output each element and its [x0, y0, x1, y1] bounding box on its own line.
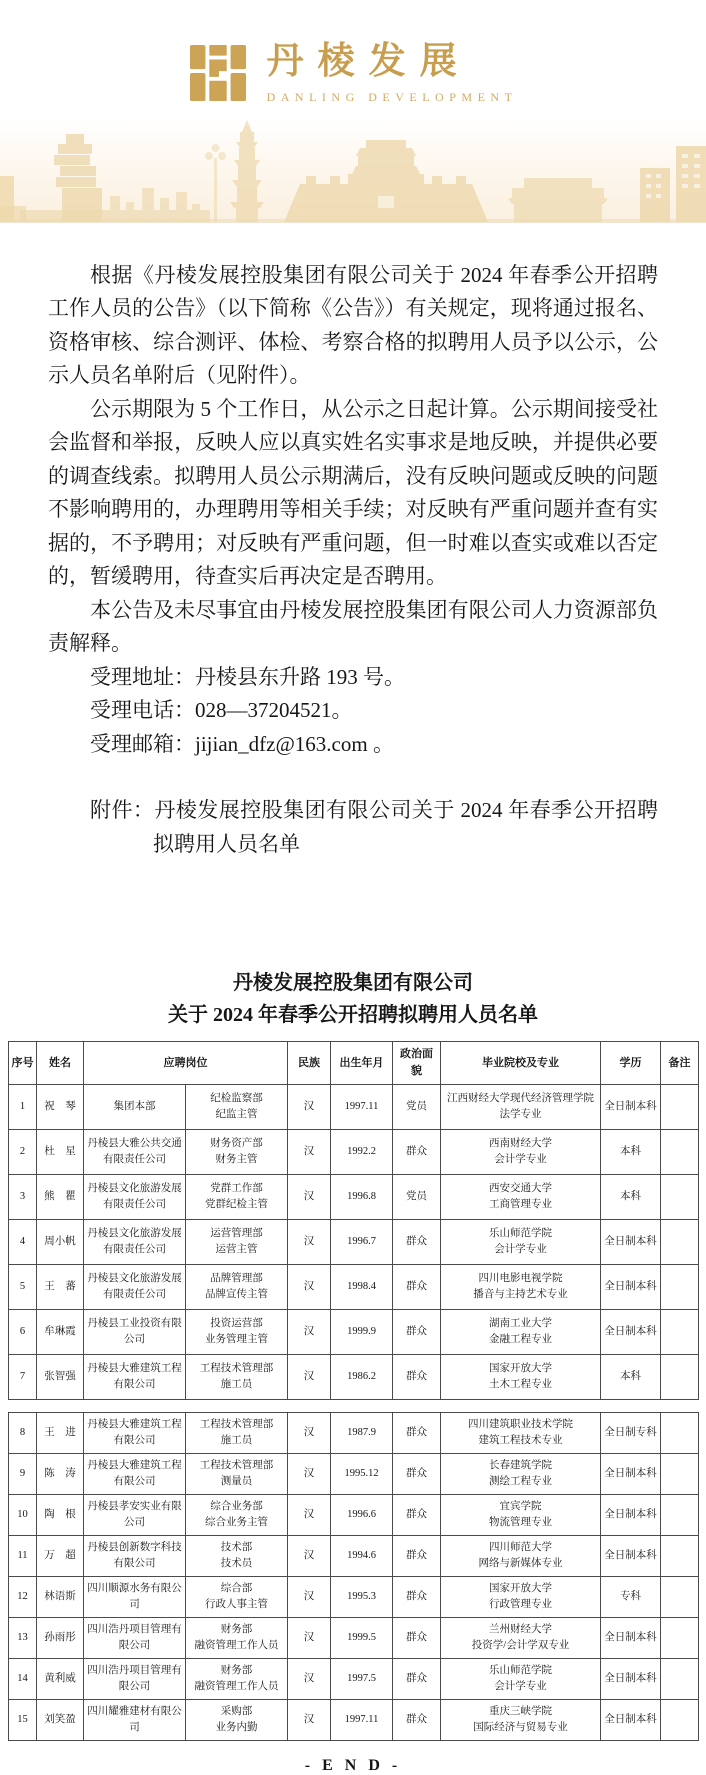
cell-dept: 工程技术管理部 — [199, 1460, 274, 1472]
roster-header-row — [9, 1042, 699, 1085]
cell-school: 湖南工业大学 — [489, 1318, 552, 1330]
cell-dept: 财务部 — [220, 1624, 253, 1636]
cell-company: 丹棱县大雅建筑工程有限公司 — [84, 1454, 186, 1495]
cell-no: 11 — [9, 1536, 37, 1577]
cell-school-major — [441, 1413, 601, 1454]
cell-degree: 本科 — [601, 1175, 661, 1220]
cell-ethnic: 汉 — [288, 1413, 331, 1454]
cell-note — [661, 1265, 699, 1310]
cell-politics: 群众 — [393, 1577, 441, 1618]
cell-major: 播音与主持艺术专业 — [473, 1289, 568, 1301]
cell-degree: 全日制本科 — [601, 1085, 661, 1130]
cell-company: 四川顺源水务有限公司 — [84, 1577, 186, 1618]
cell-name: 陈 涛 — [37, 1454, 84, 1495]
cell-politics: 群众 — [393, 1618, 441, 1659]
table-row — [9, 1265, 699, 1310]
table-row — [9, 1536, 699, 1577]
cell-school: 四川师范大学 — [489, 1542, 552, 1554]
cell-dept: 工程技术管理部 — [199, 1363, 274, 1375]
cell-no: 7 — [9, 1355, 37, 1400]
skyline-banner — [0, 117, 706, 223]
cell-note — [661, 1700, 699, 1741]
cell-dept: 采购部 — [220, 1706, 253, 1718]
cell-ethnic: 汉 — [288, 1659, 331, 1700]
cell-birth: 1995.3 — [331, 1577, 393, 1618]
cell-ethnic: 汉 — [288, 1085, 331, 1130]
cell-role: 纪监主管 — [215, 1109, 258, 1121]
cell-company: 集团本部 — [84, 1085, 186, 1130]
cell-school: 四川建筑职业技术学院 — [468, 1419, 573, 1431]
cell-major: 法学专业 — [499, 1109, 542, 1121]
header-position: 应聘岗位 — [84, 1042, 288, 1085]
cell-degree: 全日制本科 — [601, 1454, 661, 1495]
cell-school: 西安交通大学 — [489, 1183, 552, 1195]
cell-dept: 综合部 — [220, 1583, 253, 1595]
cell-dept: 运营管理部 — [210, 1228, 263, 1240]
city-skyline-icon — [0, 118, 706, 222]
cell-ethnic: 汉 — [288, 1618, 331, 1659]
cell-no: 2 — [9, 1130, 37, 1175]
brand-logo — [0, 42, 706, 105]
cell-degree: 全日制本科 — [601, 1618, 661, 1659]
cell-birth: 1997.11 — [331, 1085, 393, 1130]
cell-politics: 群众 — [393, 1310, 441, 1355]
cell-major: 行政管理专业 — [489, 1599, 552, 1611]
cell-no: 9 — [9, 1454, 37, 1495]
cell-dept: 综合业务部 — [210, 1501, 263, 1513]
cell-role: 融资管理工作人员 — [194, 1681, 279, 1693]
header-birth: 出生年月 — [331, 1042, 393, 1085]
cell-birth: 1996.7 — [331, 1220, 393, 1265]
cell-politics: 群众 — [393, 1355, 441, 1400]
cell-birth: 1996.8 — [331, 1175, 393, 1220]
cell-school: 乐山师范学院 — [489, 1665, 552, 1677]
roster-table-section-1 — [8, 1041, 699, 1400]
table-row — [9, 1618, 699, 1659]
cell-no: 4 — [9, 1220, 37, 1265]
cell-degree: 全日制本科 — [601, 1310, 661, 1355]
cell-note — [661, 1413, 699, 1454]
cell-degree: 本科 — [601, 1130, 661, 1175]
cell-role: 党群纪检主管 — [205, 1199, 268, 1211]
cell-school-major — [441, 1085, 601, 1130]
logo-grid-icon — [189, 44, 247, 102]
brand-name-cn: 丹棱发展 — [266, 41, 471, 82]
cell-no: 10 — [9, 1495, 37, 1536]
cell-position — [186, 1355, 288, 1400]
cell-major: 土木工程专业 — [489, 1379, 552, 1391]
cell-role: 运营主管 — [215, 1244, 258, 1256]
cell-note — [661, 1536, 699, 1577]
cell-politics: 群众 — [393, 1536, 441, 1577]
cell-politics: 群众 — [393, 1220, 441, 1265]
cell-ethnic: 汉 — [288, 1130, 331, 1175]
cell-school-major — [441, 1310, 601, 1355]
cell-major: 会计学专业 — [494, 1154, 547, 1166]
cell-politics: 群众 — [393, 1659, 441, 1700]
cell-note — [661, 1659, 699, 1700]
cell-ethnic: 汉 — [288, 1310, 331, 1355]
cell-school-major — [441, 1495, 601, 1536]
cell-ethnic: 汉 — [288, 1536, 331, 1577]
cell-degree: 全日制本科 — [601, 1495, 661, 1536]
cell-dept: 技术部 — [220, 1542, 253, 1554]
cell-company: 丹棱县大雅建筑工程有限公司 — [84, 1355, 186, 1400]
cell-position — [186, 1310, 288, 1355]
cell-dept: 财务部 — [220, 1665, 253, 1677]
header-no: 序号 — [9, 1042, 37, 1085]
cell-position — [186, 1618, 288, 1659]
cell-school: 重庆三峡学院 — [489, 1706, 552, 1718]
cell-birth: 1997.11 — [331, 1700, 393, 1741]
cell-dept: 党群工作部 — [210, 1183, 263, 1195]
cell-birth: 1999.5 — [331, 1618, 393, 1659]
cell-school: 江西财经大学现代经济管理学院 — [447, 1093, 594, 1105]
table-row — [9, 1700, 699, 1741]
cell-company: 四川耀雅建材有限公司 — [84, 1700, 186, 1741]
table-row — [9, 1130, 699, 1175]
cell-name: 周小帆 — [37, 1220, 84, 1265]
cell-birth: 1996.6 — [331, 1495, 393, 1536]
cell-ethnic: 汉 — [288, 1265, 331, 1310]
cell-school-major — [441, 1577, 601, 1618]
header-school: 毕业院校及专业 — [441, 1042, 601, 1085]
cell-no: 14 — [9, 1659, 37, 1700]
cell-company: 丹棱县文化旅游发展有限责任公司 — [84, 1220, 186, 1265]
table-row — [9, 1413, 699, 1454]
cell-no: 3 — [9, 1175, 37, 1220]
cell-note — [661, 1130, 699, 1175]
cell-note — [661, 1454, 699, 1495]
cell-position — [186, 1536, 288, 1577]
cell-school: 乐山师范学院 — [489, 1228, 552, 1240]
cell-school-major — [441, 1220, 601, 1265]
cell-birth: 1995.12 — [331, 1454, 393, 1495]
cell-major: 建筑工程技术专业 — [478, 1435, 563, 1447]
table-row — [9, 1175, 699, 1220]
cell-birth: 1994.6 — [331, 1536, 393, 1577]
notice-paragraph-2: 公示期限为 5 个工作日，从公示之日起计算。公示期间接受社会监督和举报，反映人应以真实姓名实事求是地反映，并提供必要的调查线索。拟聘用人员公示期满后，没有反映问题或反映的问题不影响聘用的，办理聘用等相关手续；对反映有严重问题并查有实据的，不予聘用；对反映有严重问题，但一时难以查实或难以否定的，暂缓聘用，待查实后再决定是否聘用。 — [48, 396, 658, 589]
cell-politics: 党员 — [393, 1175, 441, 1220]
cell-dept: 纪检监察部 — [210, 1093, 263, 1105]
roster-title-line1: 丹棱发展控股集团有限公司 — [233, 972, 473, 995]
cell-degree: 全日制本科 — [601, 1265, 661, 1310]
brand-name-en: DANLING DEVELOPMENT — [266, 89, 518, 104]
table-row — [9, 1355, 699, 1400]
cell-position — [186, 1413, 288, 1454]
cell-dept: 品牌管理部 — [210, 1273, 263, 1285]
cell-note — [661, 1175, 699, 1220]
cell-school: 西南财经大学 — [489, 1138, 552, 1150]
cell-company: 四川浩丹项目管理有限公司 — [84, 1618, 186, 1659]
cell-name: 熊 瞿 — [37, 1175, 84, 1220]
cell-position — [186, 1175, 288, 1220]
cell-company: 丹棱县工业投资有限公司 — [84, 1310, 186, 1355]
cell-no: 1 — [9, 1085, 37, 1130]
cell-role: 财务主管 — [215, 1154, 258, 1166]
cell-note — [661, 1577, 699, 1618]
cell-politics: 群众 — [393, 1265, 441, 1310]
cell-ethnic: 汉 — [288, 1175, 331, 1220]
cell-ethnic: 汉 — [288, 1577, 331, 1618]
cell-position — [186, 1495, 288, 1536]
cell-company: 丹棱县文化旅游发展有限责任公司 — [84, 1265, 186, 1310]
cell-school: 国家开放大学 — [489, 1363, 552, 1375]
table-row — [9, 1454, 699, 1495]
cell-no: 12 — [9, 1577, 37, 1618]
cell-role: 施工员 — [220, 1435, 253, 1447]
cell-politics: 群众 — [393, 1454, 441, 1495]
cell-school-major — [441, 1659, 601, 1700]
cell-major: 投资学/会计学双专业 — [471, 1640, 570, 1652]
cell-school: 国家开放大学 — [489, 1583, 552, 1595]
cell-name: 王 进 — [37, 1413, 84, 1454]
roster-table-section-2 — [8, 1412, 699, 1741]
cell-politics: 群众 — [393, 1700, 441, 1741]
cell-role: 业务管理主管 — [205, 1334, 268, 1346]
header-name: 姓名 — [37, 1042, 84, 1085]
cell-birth: 1987.9 — [331, 1413, 393, 1454]
table-row — [9, 1577, 699, 1618]
cell-major: 会计学专业 — [494, 1244, 547, 1256]
cell-school: 兰州财经大学 — [489, 1624, 552, 1636]
cell-dept: 财务资产部 — [210, 1138, 263, 1150]
cell-major: 会计学专业 — [494, 1681, 547, 1693]
cell-degree: 全日制本科 — [601, 1536, 661, 1577]
cell-degree: 专科 — [601, 1577, 661, 1618]
cell-school-major — [441, 1355, 601, 1400]
cell-name: 王 蕃 — [37, 1265, 84, 1310]
cell-no: 5 — [9, 1265, 37, 1310]
cell-company: 丹棱县孝安实业有限公司 — [84, 1495, 186, 1536]
attachment-line: 附件：丹棱发展控股集团有限公司关于 2024 年春季公开招聘拟聘用人员名单 — [90, 798, 658, 856]
cell-degree: 全日制本科 — [601, 1700, 661, 1741]
roster-table-area — [8, 1041, 698, 1741]
cell-ethnic: 汉 — [288, 1355, 331, 1400]
cell-role: 施工员 — [220, 1379, 253, 1391]
cell-politics: 群众 — [393, 1130, 441, 1175]
cell-major: 金融工程专业 — [489, 1334, 552, 1346]
cell-degree: 本科 — [601, 1355, 661, 1400]
cell-role: 品牌宣传主管 — [205, 1289, 268, 1301]
cell-name: 万 超 — [37, 1536, 84, 1577]
cell-major: 国际经济与贸易专业 — [473, 1722, 568, 1734]
table-row — [9, 1310, 699, 1355]
cell-ethnic: 汉 — [288, 1700, 331, 1741]
cell-name: 陶 根 — [37, 1495, 84, 1536]
cell-position — [186, 1085, 288, 1130]
cell-company: 四川浩丹项目管理有限公司 — [84, 1659, 186, 1700]
contact-email: 受理邮箱：jijian_dfz@163.com 。 — [90, 731, 394, 756]
table-row — [9, 1659, 699, 1700]
cell-ethnic: 汉 — [288, 1454, 331, 1495]
cell-school-major — [441, 1536, 601, 1577]
header-degree: 学历 — [601, 1042, 661, 1085]
cell-role: 业务内勤 — [215, 1722, 258, 1734]
cell-dept: 工程技术管理部 — [199, 1419, 274, 1431]
cell-position — [186, 1265, 288, 1310]
table-row — [9, 1085, 699, 1130]
cell-politics: 群众 — [393, 1413, 441, 1454]
cell-position — [186, 1454, 288, 1495]
cell-birth: 1999.9 — [331, 1310, 393, 1355]
cell-position — [186, 1130, 288, 1175]
cell-dept: 投资运营部 — [210, 1318, 263, 1330]
cell-role: 融资管理工作人员 — [194, 1640, 279, 1652]
table-row — [9, 1220, 699, 1265]
cell-school: 长春建筑学院 — [489, 1460, 552, 1472]
cell-ethnic: 汉 — [288, 1220, 331, 1265]
cell-position — [186, 1220, 288, 1265]
cell-school: 四川电影电视学院 — [478, 1273, 563, 1285]
cell-school-major — [441, 1454, 601, 1495]
notice-paragraph-1: 根据《丹棱发展控股集团有限公司关于 2024 年春季公开招聘工作人员的公告》（以下简称《公告》）有关规定，现将通过报名、资格审核、综合测评、体检、考察合格的拟聘用人员予以公示，公示人员名单附后（见附件）。 — [48, 262, 658, 388]
cell-major: 网络与新媒体专业 — [478, 1558, 563, 1570]
cell-politics: 党员 — [393, 1085, 441, 1130]
cell-role: 技术员 — [220, 1558, 253, 1570]
cell-name: 黄利威 — [37, 1659, 84, 1700]
cell-birth: 1997.5 — [331, 1659, 393, 1700]
cell-no: 8 — [9, 1413, 37, 1454]
cell-ethnic: 汉 — [288, 1495, 331, 1536]
cell-name: 牟琳霞 — [37, 1310, 84, 1355]
cell-school-major — [441, 1618, 601, 1659]
cell-note — [661, 1495, 699, 1536]
notice-body — [0, 223, 706, 862]
end-mark: - E N D - — [304, 1757, 402, 1775]
cell-company: 丹棱县文化旅游发展有限责任公司 — [84, 1175, 186, 1220]
cell-name: 林语斯 — [37, 1577, 84, 1618]
cell-company: 丹棱县创新数字科技有限公司 — [84, 1536, 186, 1577]
contact-address: 受理地址：丹棱县东升路 193 号。 — [90, 664, 405, 689]
cell-birth: 1998.4 — [331, 1265, 393, 1310]
cell-no: 6 — [9, 1310, 37, 1355]
cell-note — [661, 1618, 699, 1659]
cell-company: 丹棱县大雅建筑工程有限公司 — [84, 1413, 186, 1454]
roster-title — [0, 967, 706, 1031]
cell-school-major — [441, 1265, 601, 1310]
cell-major: 工商管理专业 — [489, 1199, 552, 1211]
cell-position — [186, 1700, 288, 1741]
cell-company: 丹棱县大雅公共交通有限责任公司 — [84, 1130, 186, 1175]
cell-school-major — [441, 1700, 601, 1741]
notice-paragraph-3: 本公告及未尽事宜由丹棱发展控股集团有限公司人力资源部负责解释。 — [48, 597, 658, 656]
cell-major: 测绘工程专业 — [489, 1476, 552, 1488]
header-ethnic: 民族 — [288, 1042, 331, 1085]
cell-position — [186, 1577, 288, 1618]
table-row — [9, 1495, 699, 1536]
cell-school-major — [441, 1130, 601, 1175]
cell-note — [661, 1085, 699, 1130]
cell-degree: 全日制本科 — [601, 1659, 661, 1700]
cell-school-major — [441, 1175, 601, 1220]
cell-role: 行政人事主管 — [205, 1599, 268, 1611]
cell-name: 祝 琴 — [37, 1085, 84, 1130]
cell-name: 杜 星 — [37, 1130, 84, 1175]
header-politics: 政治面貌 — [393, 1042, 441, 1085]
contact-phone: 受理电话：028—37204521。 — [90, 698, 353, 723]
cell-degree: 全日制本科 — [601, 1220, 661, 1265]
cell-name: 张智强 — [37, 1355, 84, 1400]
cell-note — [661, 1220, 699, 1265]
cell-degree: 全日制专科 — [601, 1413, 661, 1454]
cell-note — [661, 1355, 699, 1400]
roster-title-line2: 关于 2024 年春季公开招聘拟聘用人员名单 — [168, 1004, 538, 1027]
cell-school: 宜宾学院 — [499, 1501, 542, 1513]
cell-name: 刘笑盈 — [37, 1700, 84, 1741]
cell-major: 物流管理专业 — [489, 1517, 552, 1529]
cell-note — [661, 1310, 699, 1355]
cell-name: 孙雨彤 — [37, 1618, 84, 1659]
cell-no: 13 — [9, 1618, 37, 1659]
cell-birth: 1992.2 — [331, 1130, 393, 1175]
page-header — [0, 0, 706, 105]
cell-no: 15 — [9, 1700, 37, 1741]
cell-politics: 群众 — [393, 1495, 441, 1536]
cell-birth: 1986.2 — [331, 1355, 393, 1400]
cell-role: 测量员 — [220, 1476, 253, 1488]
cell-role: 综合业务主管 — [205, 1517, 268, 1529]
cell-position — [186, 1659, 288, 1700]
header-note: 备注 — [661, 1042, 699, 1085]
